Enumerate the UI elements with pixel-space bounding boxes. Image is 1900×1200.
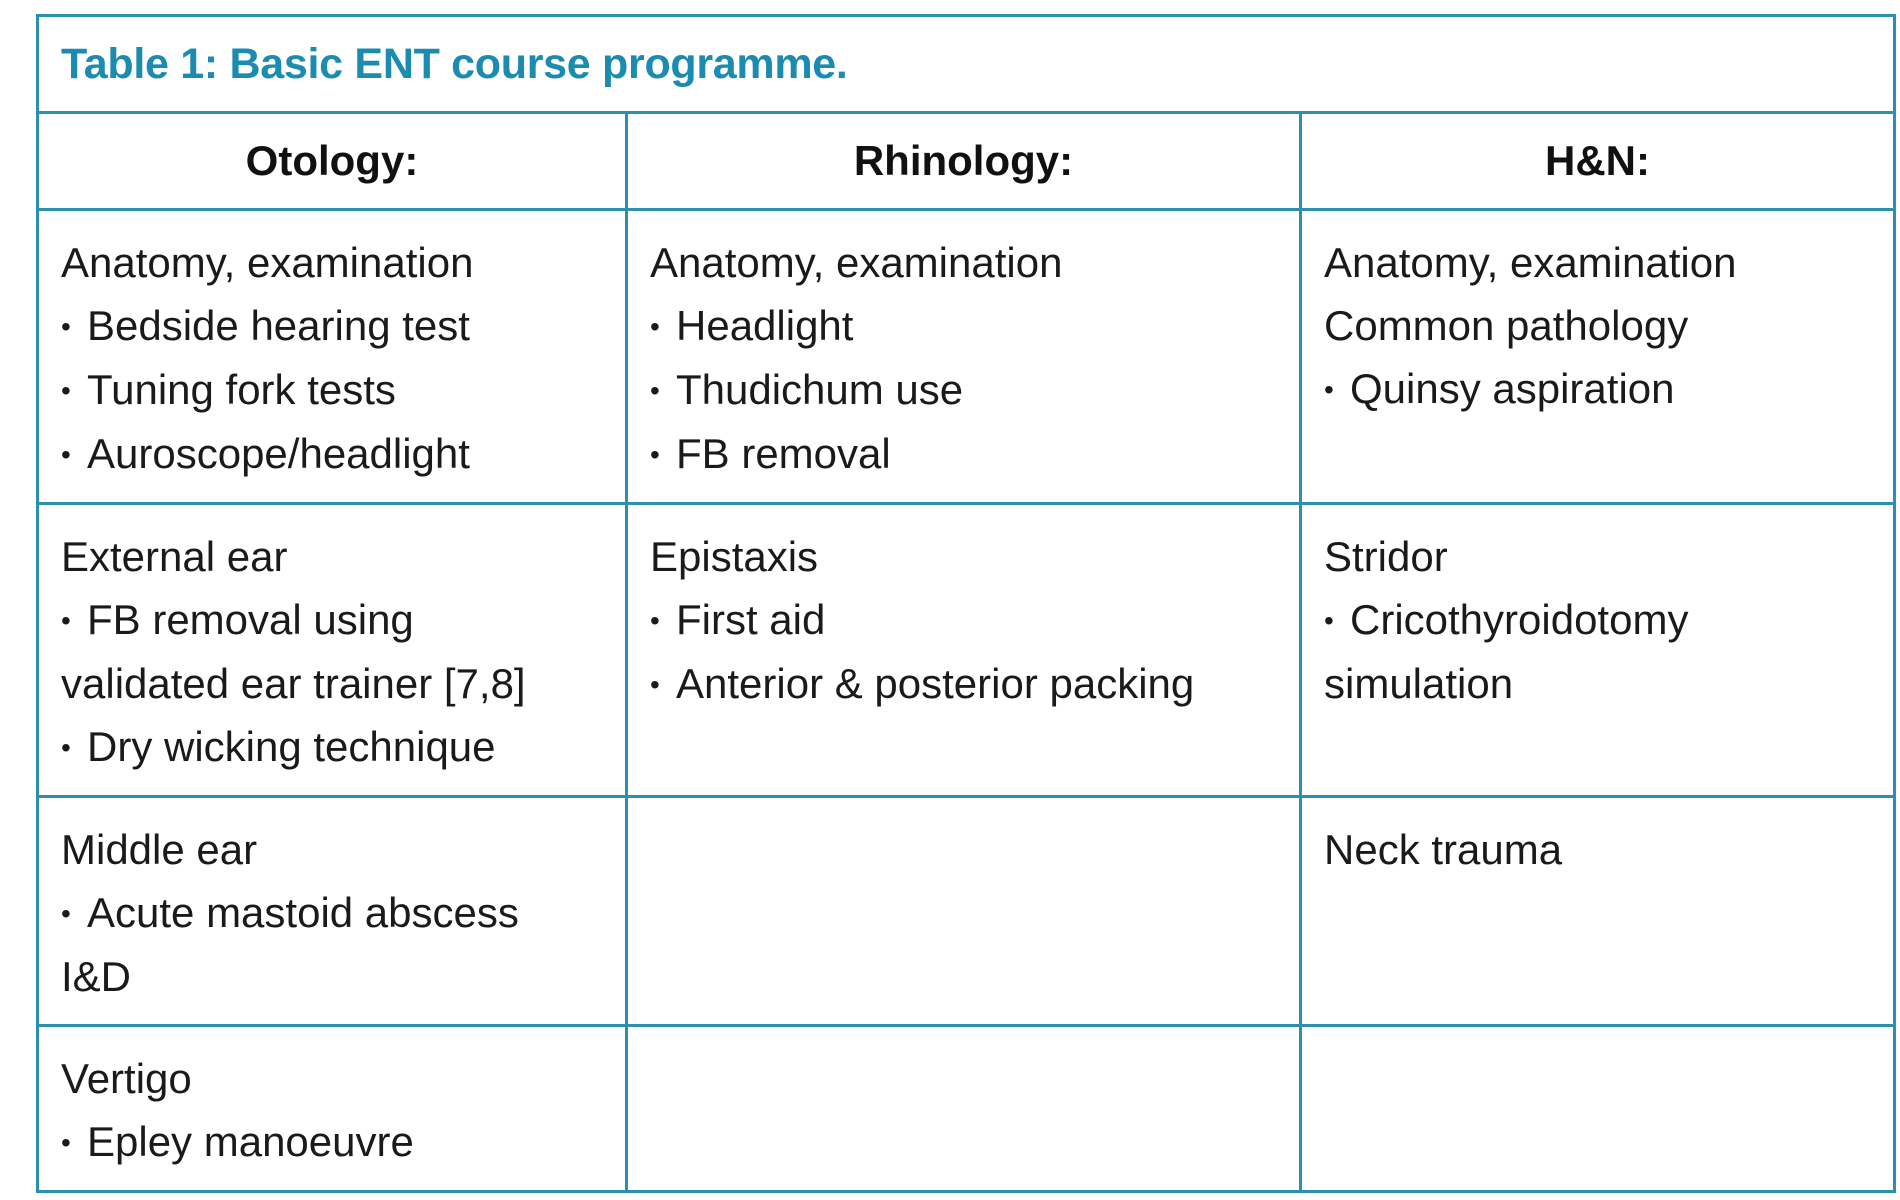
bullet-icon: • [650, 311, 660, 342]
cell-title: Anatomy, examination [650, 239, 1063, 286]
cell-line [1324, 357, 1871, 421]
bullet-text: First aid [676, 596, 826, 643]
cell-title: Anatomy, examination [61, 239, 474, 286]
bullet-icon: • [61, 311, 71, 342]
bullet-text: Cricothyroidotomy [1350, 596, 1689, 643]
bullet-text: FB removal [676, 430, 891, 477]
caption-row [38, 16, 1895, 113]
bullet-text: Anterior & posterior packing [676, 660, 1195, 707]
ent-course-table [36, 14, 1896, 1193]
table-cell [1301, 504, 1895, 797]
table-row [38, 797, 1895, 1026]
table-cell [627, 797, 1301, 1026]
cell-line [650, 652, 1277, 716]
table-cell [627, 210, 1301, 504]
cell-line [650, 588, 1277, 652]
cell-title: Epistaxis [650, 533, 819, 580]
table-row [38, 1026, 1895, 1192]
bullet-icon: • [61, 898, 71, 929]
bullet-icon: • [61, 439, 71, 470]
bullet-text: FB removal using [87, 596, 414, 643]
header-row [38, 113, 1895, 210]
table-caption-cell [38, 16, 1895, 113]
table-cell [627, 504, 1301, 797]
bullet-icon: • [61, 732, 71, 763]
table-cell [627, 1026, 1301, 1192]
header-head-and-neck: H&N: [1301, 113, 1895, 210]
bullet-text: Auroscope/headlight [87, 430, 470, 477]
table-cell [1301, 797, 1895, 1026]
table-cell [38, 210, 627, 504]
bullet-text: Dry wicking technique [87, 723, 496, 770]
cell-line [61, 358, 603, 422]
cell-line [61, 881, 603, 945]
cell-title: Vertigo [61, 1055, 192, 1102]
cell-title: Anatomy, examination [1324, 239, 1737, 286]
cell-line [650, 294, 1277, 358]
bullet-icon: • [1324, 605, 1334, 636]
cell-line: validated ear trainer [7,8] [61, 660, 526, 707]
cell-line [61, 1110, 603, 1174]
table-cell [1301, 210, 1895, 504]
table-cell [38, 504, 627, 797]
bullet-icon: • [1324, 374, 1334, 405]
header-otology: Otology: [38, 113, 627, 210]
table-row [38, 504, 1895, 797]
bullet-text: Tuning fork tests [87, 366, 396, 413]
bullet-text: Bedside hearing test [87, 302, 470, 349]
table-cell [38, 797, 627, 1026]
table-row [38, 210, 1895, 504]
bullet-text: Headlight [676, 302, 854, 349]
bullet-icon: • [61, 375, 71, 406]
table-caption: Table 1: Basic ENT course programme. [61, 39, 848, 88]
bullet-text: Epley manoeuvre [87, 1118, 414, 1165]
cell-line [61, 715, 603, 779]
bullet-icon: • [61, 1127, 71, 1158]
cell-title: External ear [61, 533, 288, 580]
cell-title: Stridor [1324, 533, 1448, 580]
header-rhinology: Rhinology: [627, 113, 1301, 210]
bullet-text: Thudichum use [676, 366, 964, 413]
cell-line [61, 588, 603, 652]
bullet-icon: • [650, 375, 660, 406]
cell-title: Neck trauma [1324, 826, 1563, 873]
bullet-icon: • [650, 605, 660, 636]
bullet-icon: • [61, 605, 71, 636]
cell-line [61, 422, 603, 486]
table-cell [1301, 1026, 1895, 1192]
cell-line [650, 422, 1277, 486]
bullet-icon: • [650, 669, 660, 700]
cell-line: simulation [1324, 660, 1514, 707]
bullet-text: Acute mastoid abscess [87, 889, 519, 936]
cell-line [650, 358, 1277, 422]
cell-title: Middle ear [61, 826, 258, 873]
bullet-icon: • [650, 439, 660, 470]
table-cell [38, 1026, 627, 1192]
cell-line [1324, 588, 1871, 652]
cell-line [61, 294, 603, 358]
cell-line: I&D [61, 953, 132, 1000]
cell-line: Common pathology [1324, 302, 1689, 349]
bullet-text: Quinsy aspiration [1350, 365, 1675, 412]
